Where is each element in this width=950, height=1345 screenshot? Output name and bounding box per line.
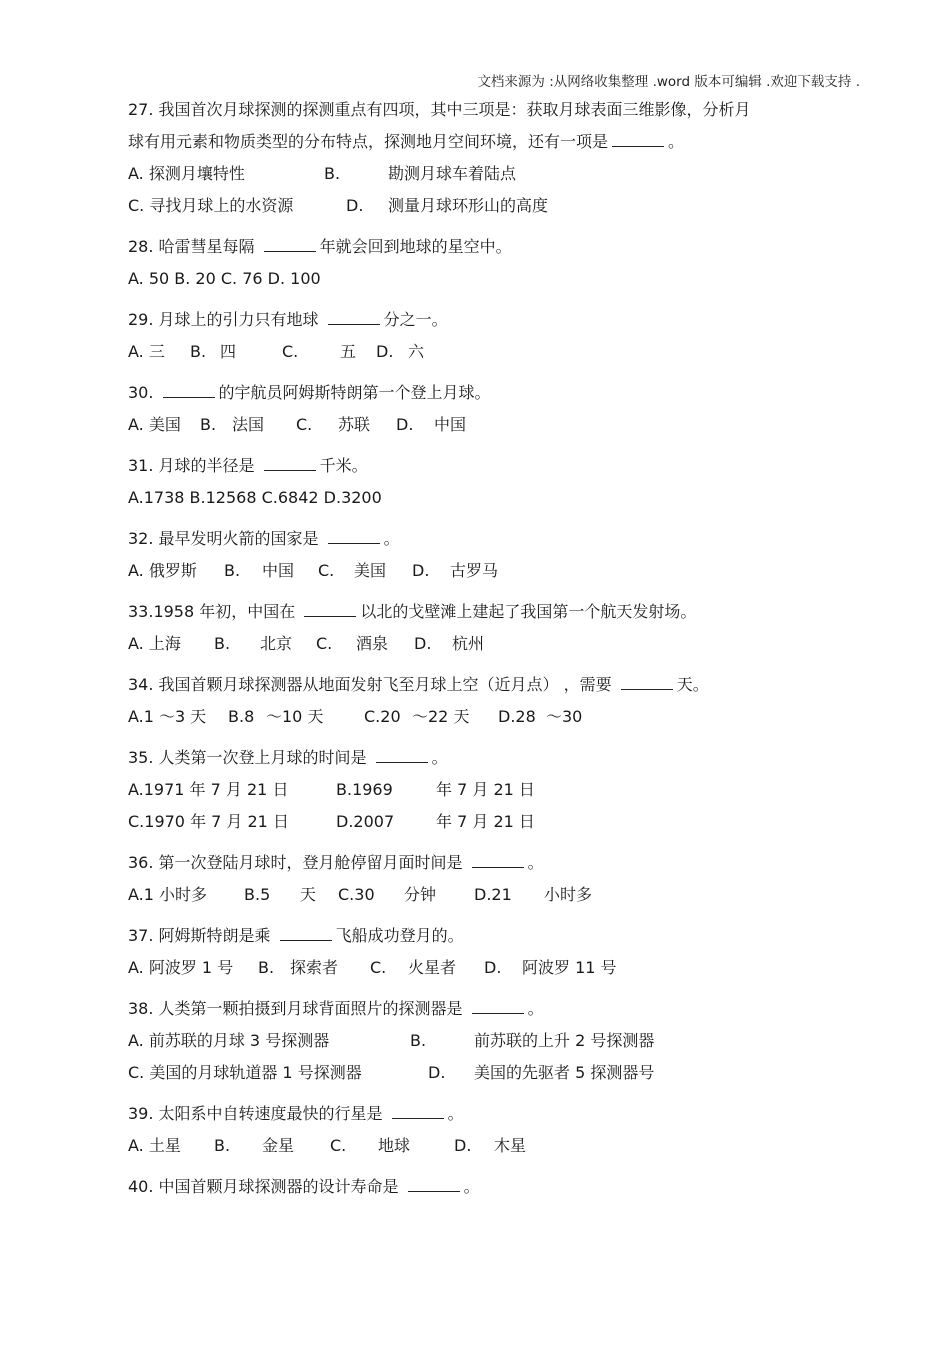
option: 探索者	[290, 958, 339, 977]
option: D.	[396, 415, 414, 434]
option: A. 上海	[128, 634, 181, 653]
question	[128, 450, 848, 514]
answer-blank	[472, 1012, 524, 1014]
stem-text: 飞船成功登月的。	[335, 926, 464, 945]
option: B.5	[244, 885, 271, 904]
option: B.	[258, 958, 275, 977]
option: ～22 天	[412, 707, 470, 726]
option: 分钟	[404, 885, 437, 904]
question	[128, 993, 848, 1089]
option: C.	[330, 1136, 347, 1155]
question	[128, 231, 848, 295]
option: 杭州	[452, 634, 485, 653]
option: B.	[224, 561, 241, 580]
question-stem	[128, 920, 848, 952]
options-row	[128, 879, 848, 911]
question	[128, 377, 848, 441]
question-stem	[128, 304, 848, 336]
stem-text: 。	[431, 748, 448, 767]
option: B.	[200, 415, 217, 434]
option: C.1970 年 7 月 21 日	[128, 812, 289, 831]
option: A. 阿波罗 1 号	[128, 958, 234, 977]
stem-text: 33.1958 年初，中国在	[128, 602, 301, 621]
option: B.	[324, 164, 341, 183]
option: C. 美国的月球轨道器 1 号探测器	[128, 1063, 362, 1082]
option: C.	[370, 958, 387, 977]
option: D.	[346, 196, 364, 215]
stem-text: 36. 第一次登陆月球时，登月舱停留月面时间是	[128, 853, 468, 872]
question	[128, 523, 848, 587]
option: A.1738 B.12568 C.6842 D.3200	[128, 488, 382, 507]
stem-text: 35. 人类第一次登上月球的时间是	[128, 748, 372, 767]
options-row	[128, 336, 848, 368]
stem-text: 30.	[128, 383, 159, 402]
option: D.	[484, 958, 502, 977]
stem-text: 34. 我国首颗月球探测器从地面发射飞至月球上空（近月点） ，需要	[128, 675, 617, 694]
option: A. 50 B. 20 C. 76 D. 100	[128, 269, 321, 288]
question-stem	[128, 1171, 848, 1203]
option: 中国	[434, 415, 467, 434]
stem-text: 31. 月球的半径是	[128, 456, 260, 475]
options-row	[128, 482, 848, 514]
question-stem	[128, 596, 848, 628]
option: B.1969	[336, 780, 393, 799]
stem-text: 。	[447, 1104, 464, 1123]
option: D.28	[498, 707, 536, 726]
option: 阿波罗 11 号	[522, 958, 617, 977]
option: 苏联	[338, 415, 371, 434]
option: C.	[318, 561, 335, 580]
option: 天	[300, 885, 317, 904]
options-row	[128, 555, 848, 587]
option: 美国	[354, 561, 387, 580]
question	[128, 94, 848, 222]
stem-text: 。	[527, 999, 544, 1018]
stem-text: 。	[668, 132, 685, 151]
question	[128, 920, 848, 984]
option: A.1 小时多	[128, 885, 208, 904]
option: C.20	[364, 707, 401, 726]
option: B.	[214, 1136, 231, 1155]
question-stem	[128, 94, 848, 126]
options-row	[128, 1025, 848, 1057]
option: 勘测月球车着陆点	[388, 164, 517, 183]
option: 美国的先驱者 5 探测器号	[474, 1063, 655, 1082]
option: 四	[220, 342, 237, 361]
option: 北京	[260, 634, 293, 653]
question	[128, 1098, 848, 1162]
stem-text: 28. 哈雷彗星每隔	[128, 237, 260, 256]
stem-text: 。	[463, 1177, 480, 1196]
option: D.2007	[336, 812, 395, 831]
option: A. 俄罗斯	[128, 561, 197, 580]
option: B.	[190, 342, 207, 361]
options-row	[128, 190, 848, 222]
stem-text: 39. 太阳系中自转速度最快的行星是	[128, 1104, 388, 1123]
option: 地球	[378, 1136, 411, 1155]
option: 古罗马	[450, 561, 499, 580]
stem-text: 40. 中国首颗月球探测器的设计寿命是	[128, 1177, 404, 1196]
option: 测量月球环形山的高度	[388, 196, 549, 215]
stem-text: 38. 人类第一颗拍摄到月球背面照片的探测器是	[128, 999, 468, 1018]
stem-text: 29. 月球上的引力只有地球	[128, 310, 324, 329]
option: 金星	[262, 1136, 295, 1155]
answer-blank	[328, 323, 380, 325]
stem-text: 。	[383, 529, 400, 548]
answer-blank	[304, 615, 356, 617]
options-row	[128, 774, 848, 806]
option: 中国	[262, 561, 295, 580]
question-stem	[128, 231, 848, 263]
question-stem	[128, 377, 848, 409]
option: 年 7 月 21 日	[436, 812, 535, 831]
option: 火星者	[408, 958, 457, 977]
option: ～30	[546, 707, 583, 726]
option: 六	[408, 342, 425, 361]
question	[128, 742, 848, 838]
stem-text: 年就会回到地球的星空中。	[319, 237, 512, 256]
answer-blank	[392, 1117, 444, 1119]
answer-blank	[612, 145, 664, 147]
option: C.30	[338, 885, 375, 904]
option: D.	[428, 1063, 446, 1082]
stem-text: 以北的戈壁滩上建起了我国第一个航天发射场。	[360, 602, 697, 621]
question	[128, 596, 848, 660]
option: A.1971 年 7 月 21 日	[128, 780, 289, 799]
stem-text: 分之一。	[383, 310, 448, 329]
stem-text: 球有用元素和物质类型的分布特点，探测地月空间环境，还有一项是	[128, 132, 609, 151]
answer-blank	[163, 396, 215, 398]
option: A.1 ～3 天	[128, 707, 207, 726]
question-stem	[128, 669, 848, 701]
option: 前苏联的上升 2 号探测器	[474, 1031, 655, 1050]
question-stem	[128, 742, 848, 774]
option: D.	[454, 1136, 472, 1155]
stem-text: 27. 我国首次月球探测的探测重点有四项，其中三项是：获取月球表面三维影像，分析月	[128, 100, 751, 119]
answer-blank	[621, 688, 673, 690]
option: 小时多	[544, 885, 593, 904]
question-stem	[128, 1098, 848, 1130]
option: A. 前苏联的月球 3 号探测器	[128, 1031, 330, 1050]
option: C.	[296, 415, 313, 434]
question-stem	[128, 847, 848, 879]
options-row	[128, 701, 848, 733]
option: D.	[412, 561, 430, 580]
options-row	[128, 952, 848, 984]
option: A. 三	[128, 342, 165, 361]
option: D.	[376, 342, 394, 361]
option: 酒泉	[356, 634, 389, 653]
question-list	[128, 94, 848, 1212]
options-row	[128, 1130, 848, 1162]
option: B.	[214, 634, 231, 653]
answer-blank	[472, 866, 524, 868]
option: A. 探测月壤特性	[128, 164, 245, 183]
option: 五	[340, 342, 357, 361]
stem-text: 的宇航员阿姆斯特朗第一个登上月球。	[218, 383, 491, 402]
option: C.	[316, 634, 333, 653]
options-row	[128, 263, 848, 295]
option: B.	[410, 1031, 427, 1050]
question	[128, 847, 848, 911]
answer-blank	[328, 542, 380, 544]
option: 法国	[232, 415, 265, 434]
options-row	[128, 1057, 848, 1089]
option: 木星	[494, 1136, 527, 1155]
stem-text: 32. 最早发明火箭的国家是	[128, 529, 324, 548]
answer-blank	[376, 761, 428, 763]
option: ～10 天	[266, 707, 324, 726]
stem-text: 37. 阿姆斯特朗是乘	[128, 926, 276, 945]
option: B.8	[228, 707, 255, 726]
answer-blank	[264, 469, 316, 471]
stem-text: 千米。	[319, 456, 368, 475]
option: D.	[414, 634, 432, 653]
options-row	[128, 158, 848, 190]
question	[128, 304, 848, 368]
question-stem	[128, 523, 848, 555]
page-header: 文档来源为 :从网络收集整理 .word 版本可编辑 .欢迎下载支持 .	[477, 74, 860, 90]
question-stem	[128, 450, 848, 482]
option: 年 7 月 21 日	[436, 780, 535, 799]
stem-text: 天。	[676, 675, 709, 694]
answer-blank	[280, 939, 332, 941]
stem-text: 。	[527, 853, 544, 872]
options-row	[128, 806, 848, 838]
option: A. 美国	[128, 415, 181, 434]
answer-blank	[408, 1190, 460, 1192]
question-stem	[128, 993, 848, 1025]
options-row	[128, 628, 848, 660]
question	[128, 669, 848, 733]
option: A. 土星	[128, 1136, 181, 1155]
option: C. 寻找月球上的水资源	[128, 196, 294, 215]
question-stem	[128, 126, 848, 158]
question	[128, 1171, 848, 1203]
options-row	[128, 409, 848, 441]
option: C.	[282, 342, 299, 361]
answer-blank	[264, 250, 316, 252]
option: D.21	[474, 885, 512, 904]
